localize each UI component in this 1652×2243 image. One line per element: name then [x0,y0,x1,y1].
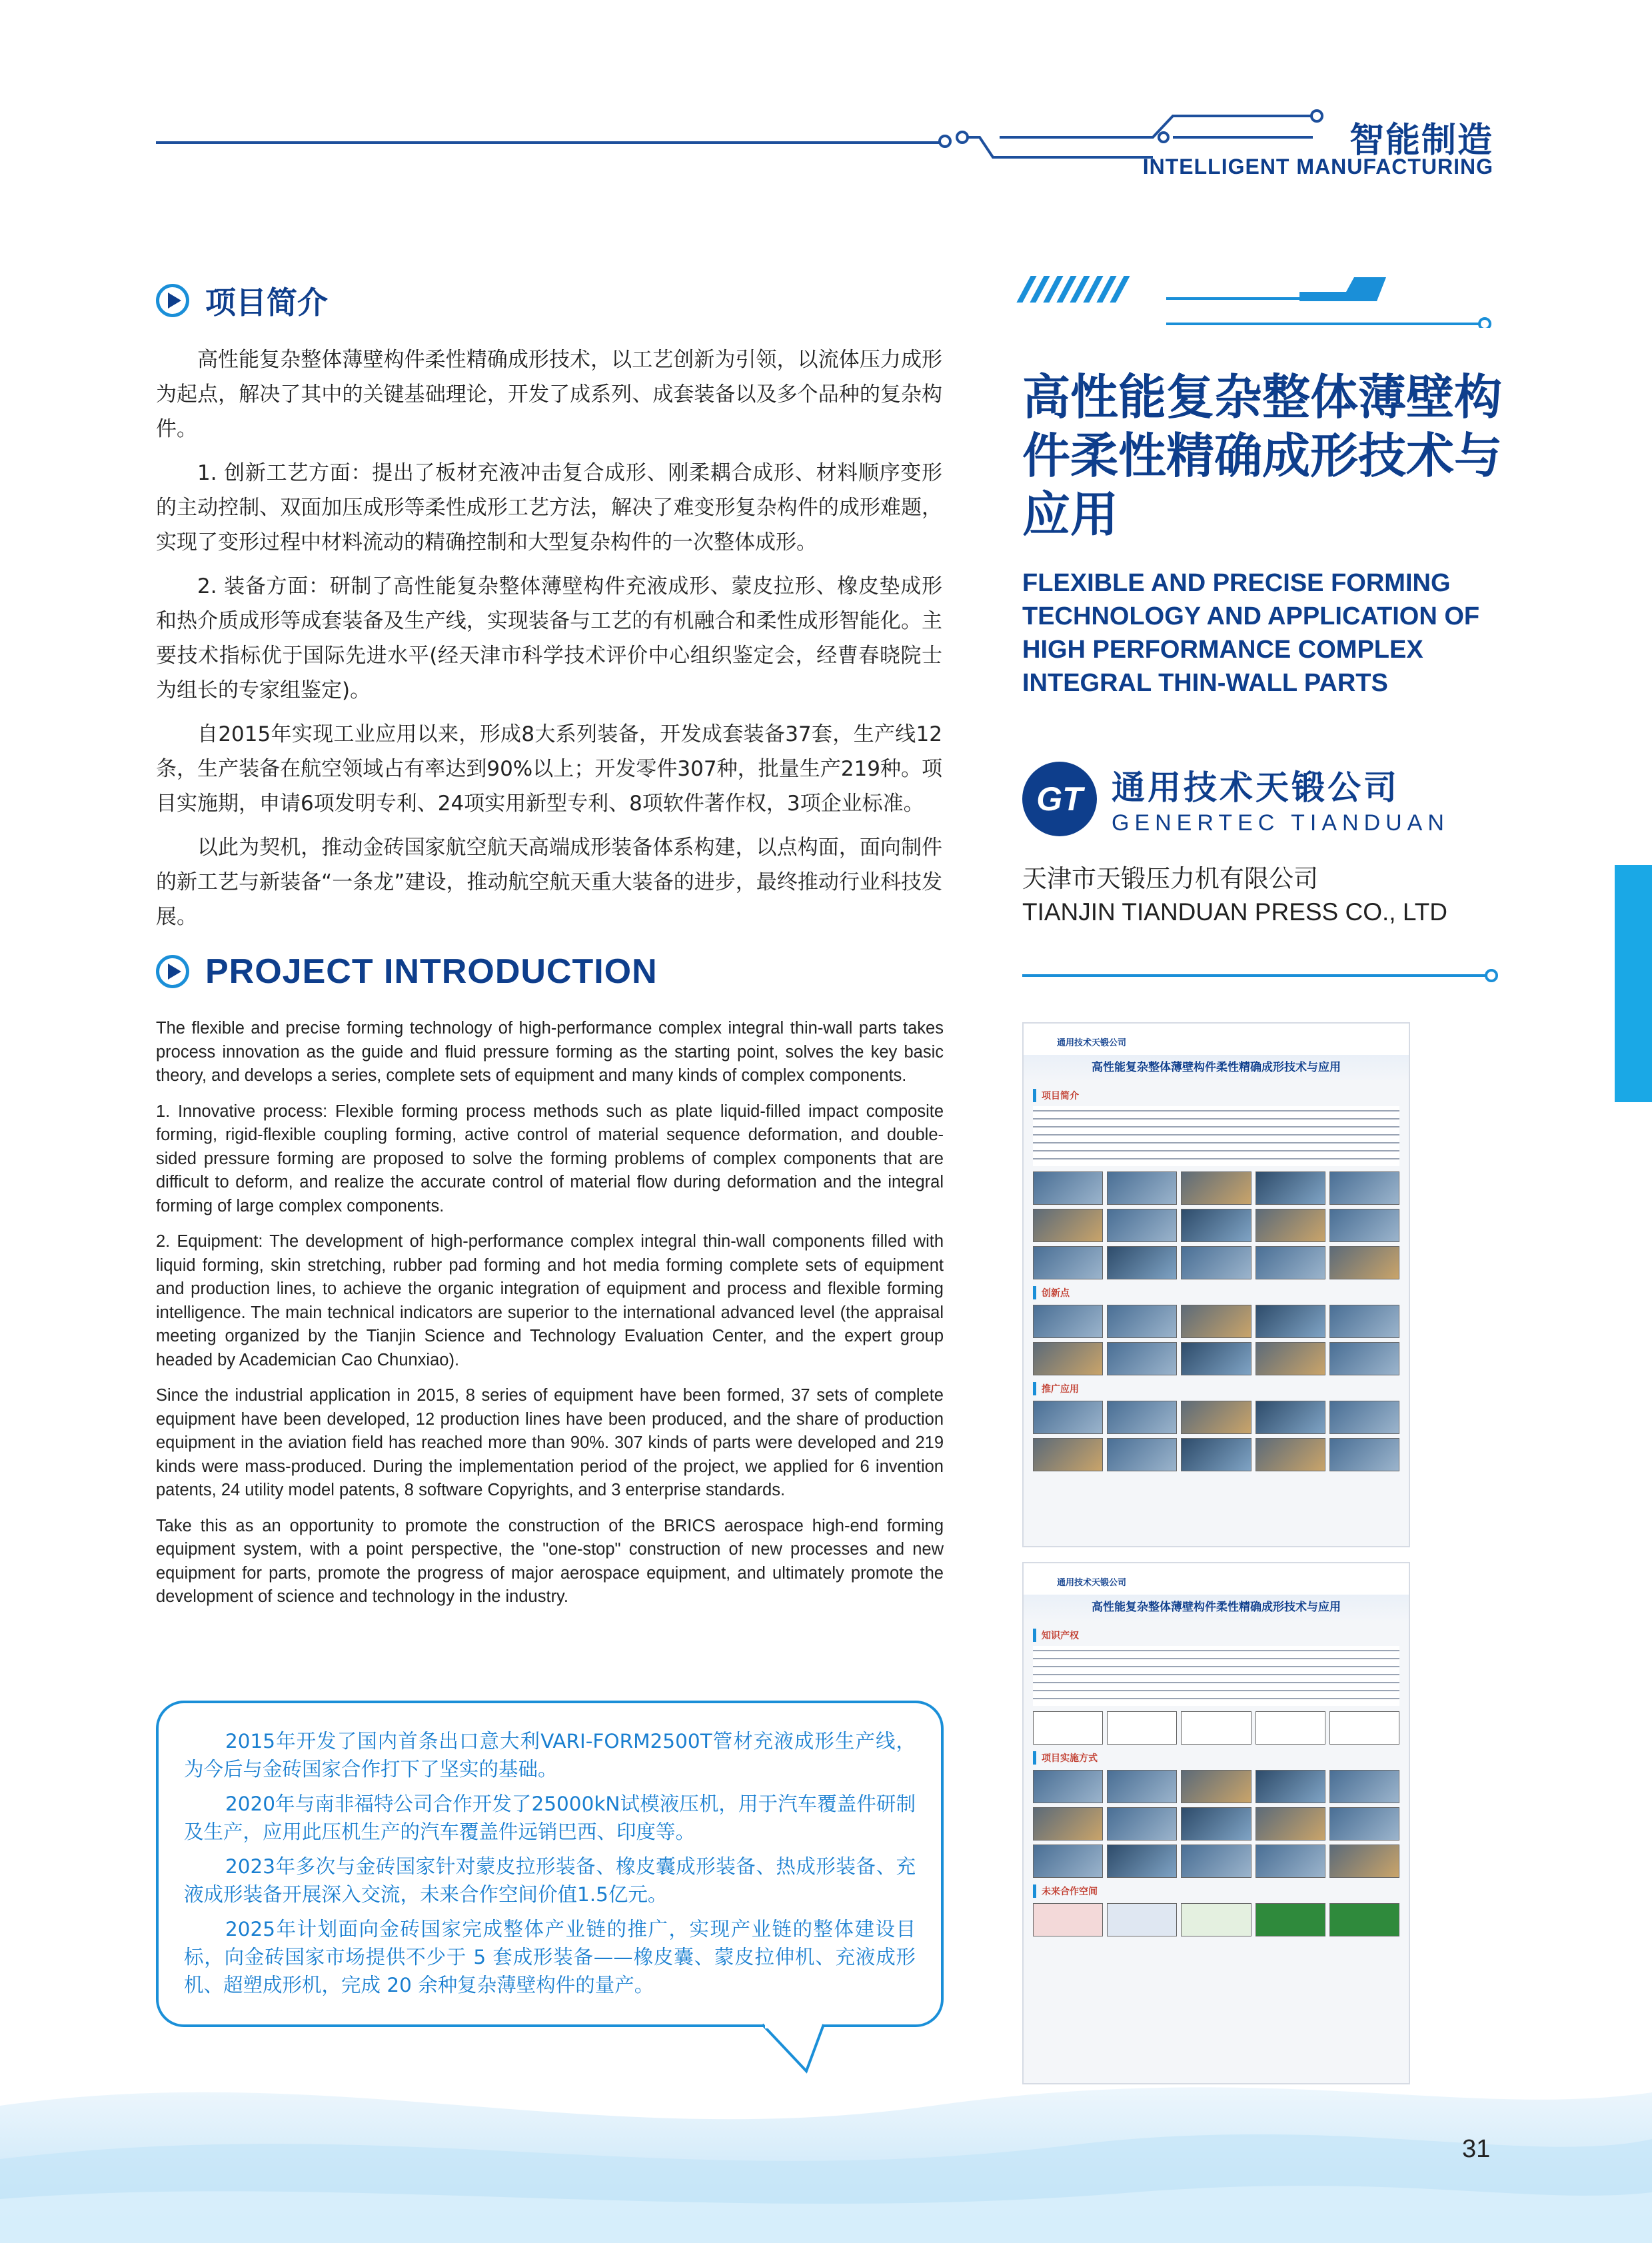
poster-brand: 通用技术天锻公司 [1024,1024,1409,1055]
intro-en-paragraph: 1. Innovative process: Flexible forming process methods such as plate liquid-filled impact composite forming, rigid-flexible coupling forming, active control of material sequence deformation, and double-sided pressure forming are proposed to solve the forming problems of complex components that are difficult to deform, and realize the accurate control of material flow during deformation and the integral forming of large complex components. [156,1102,944,1215]
header-rule-left [156,141,942,144]
title-rule-decoration [1166,275,1493,328]
company-logo [1022,761,1449,836]
intro-en-paragraph: Take this as an opportunity to promote the construction of the BRICS aerospace high-end forming equipment system, with a point perspective, the "one-stop" construction of new processes and new equipment for parts, promote the progress of major aerospace equipment, and ultimately promote the development of science and technology in the industry. [156,1516,944,1606]
poster-section-label: 未来合作空间 [1033,1884,1399,1898]
poster-photo-grid [1033,1401,1399,1471]
intro-en-paragraph: 2. Equipment: The development of high-performance complex integral thin-wall components filled with liquid forming, skin stretching, rubber pad forming and hot media forming complete sets of equipment and production lines, to achieve the organic integration of equipment and process and flexible forming intelligence. The main technical indicators are superior to the international advanced level (the appraisal meeting organized by the Tianjin Science and Technology Evaluation Center, and the expert group headed by Academician Cao Chunxiao). [156,1232,944,1369]
logo-text-cn: 通用技术天锻公司 [1112,768,1399,807]
poster-text-block [1033,1106,1399,1166]
header-title-cn: 智能制造 [1349,121,1493,161]
logo-text-en: GENERTEC TIANDUAN [1112,810,1449,836]
poster-section-label: 项目实施方式 [1033,1751,1399,1765]
play-circle-icon [156,284,189,317]
side-tab-marker [1615,865,1652,1102]
project-title-en: FLEXIBLE AND PRECISE FORMING TECHNOLOGY AND APPLICATION OF HIGH PERFORMANCE COMPLEX INTEGRAL THIN-WALL PARTS [1022,569,1480,697]
intro-cn-paragraph: 2. 装备方面：研制了高性能复杂整体薄壁构件充液成形、蒙皮拉形、橡皮垫成形和热介质成形等成套装备及生产线，实现装备与工艺的有机融合和柔性成形智能化。主要技术指标优于国际先进水平(经天津市科学技术评价中心组织鉴定会，经曹春晓院士为组长的专家组鉴定)。 [156,574,942,702]
genertec-logo-icon: GT [1022,762,1097,836]
poster-photo-grid [1033,1171,1399,1279]
callout-paragraph: 2025年计划面向金砖国家完成整体产业链的推广，实现产业链的整体建设目标，向金砖国家市场提供不少于 5 套成形装备——橡皮囊、蒙皮拉伸机、充液成形机、超塑成形机，完成 20 余种复杂薄壁构件的量产。 [184,1918,916,1996]
section-title-en: PROJECT INTRODUCTION [205,952,658,991]
company-rule [1022,968,1502,984]
company-name-cn: 天津市天锻压力机有限公司 [1022,864,1318,893]
intro-en-paragraph: Since the industrial application in 2015, 8 series of equipment have been formed, 37 sets of complete equipment have been developed, 12 production lines have been produced, and the share of production equipment in the aviation field has reached more than 90%. 307 kinds of parts were developed and 219 kinds were mass-produced. During the implementation period of the project, we applied for 6 invention patents, 24 utility model patents, 8 software Copyrights, and 3 enterprise standards. [156,1386,944,1499]
poster-map-area [1033,1903,1399,1936]
play-circle-icon [156,955,189,988]
poster-section-label: 推广应用 [1033,1382,1399,1395]
intro-en-paragraph: The flexible and precise forming technology of high-performance complex integral thin-wall parts takes process innovation as the guide and fluid pressure forming as the starting point, solves the key basic theory, and develops a series, complete sets of equipment and many kinds of complex components. [156,1019,944,1085]
callout-tail [760,2023,840,2076]
poster-section-label: 项目简介 [1033,1089,1399,1102]
intro-cn-text [156,343,942,944]
callout-paragraph: 2020年与南非福特公司合作开发了25000kN试模液压机，用于汽车覆盖件研制及生产，应用此压机生产的汽车覆盖件远销巴西、印度等。 [184,1793,916,1843]
poster-section-label: 知识产权 [1033,1629,1399,1642]
brics-cooperation-callout [156,1701,944,2027]
poster-photo-grid [1033,1770,1399,1878]
intro-cn-paragraph: 以此为契机，推动金砖国家航空航天高端成形装备体系构建，以点构面，面向制件的新工艺与新装备“一条龙”建设，推动航空航天重大装备的进步，最终推动行业科技发展。 [156,836,942,929]
page-number: 31 [1462,2135,1491,2163]
callout-paragraph: 2023年多次与金砖国家针对蒙皮拉形装备、橡皮囊成形装备、热成形装备、充液成形装备开展深入交流，未来合作空间价值1.5亿元。 [184,1855,916,1906]
callout-paragraph: 2015年开发了国内首条出口意大利VARI-FORM2500T管材充液成形生产线，为今后与金砖国家合作打下了坚实的基础。 [184,1730,916,1781]
poster-text-block [1033,1646,1399,1706]
decorative-stripes [1024,276,1130,303]
poster-section-label: 创新点 [1033,1286,1399,1299]
poster-brand: 通用技术天锻公司 [1024,1563,1409,1595]
poster-image [1022,1562,1410,2084]
poster-certificate-grid [1033,1711,1399,1745]
header-title-en: INTELLIGENT MANUFACTURING [1142,155,1493,179]
section-heading-en [156,952,658,992]
company-name-en: TIANJIN TIANDUAN PRESS CO., LTD [1022,898,1447,926]
intro-cn-paragraph: 高性能复杂整体薄壁构件柔性精确成形技术，以工艺创新为引领，以流体压力成形为起点，解决了其中的关键基础理论，开发了成系列、成套装备以及多个品种的复杂构件。 [156,348,942,441]
poster-title: 高性能复杂整体薄壁构件柔性精确成形技术与应用 [1024,1055,1409,1082]
poster-image [1022,1022,1410,1547]
section-title-cn: 项目简介 [205,285,328,321]
poster-title: 高性能复杂整体薄壁构件柔性精确成形技术与应用 [1024,1595,1409,1622]
header-node [938,135,952,148]
intro-cn-paragraph: 自2015年实现工业应用以来，形成8大系列装备，开发成套装备37套，生产线12条，生产装备在航空领域占有率达到90%以上；开发零件307种，批量生产219种。项目实施期，申请6项发明专利、24项实用新型专利、8项软件著作权，3项企业标准。 [156,722,942,816]
section-heading-cn [156,279,328,323]
project-title-cn: 高性能复杂整体薄壁构件柔性精确成形技术与应用 [1022,369,1503,542]
intro-cn-paragraph: 1. 创新工艺方面：提出了板材充液冲击复合成形、刚柔耦合成形、材料顺序变形的主动控制、双面加压成形等柔性成形工艺方法，解决了难变形复杂构件的成形难题，实现了变形过程中材料流动的精确控制和大型复杂构件的一次整体成形。 [156,461,942,554]
intro-en-text [156,1017,944,1621]
poster-photo-grid [1033,1305,1399,1375]
